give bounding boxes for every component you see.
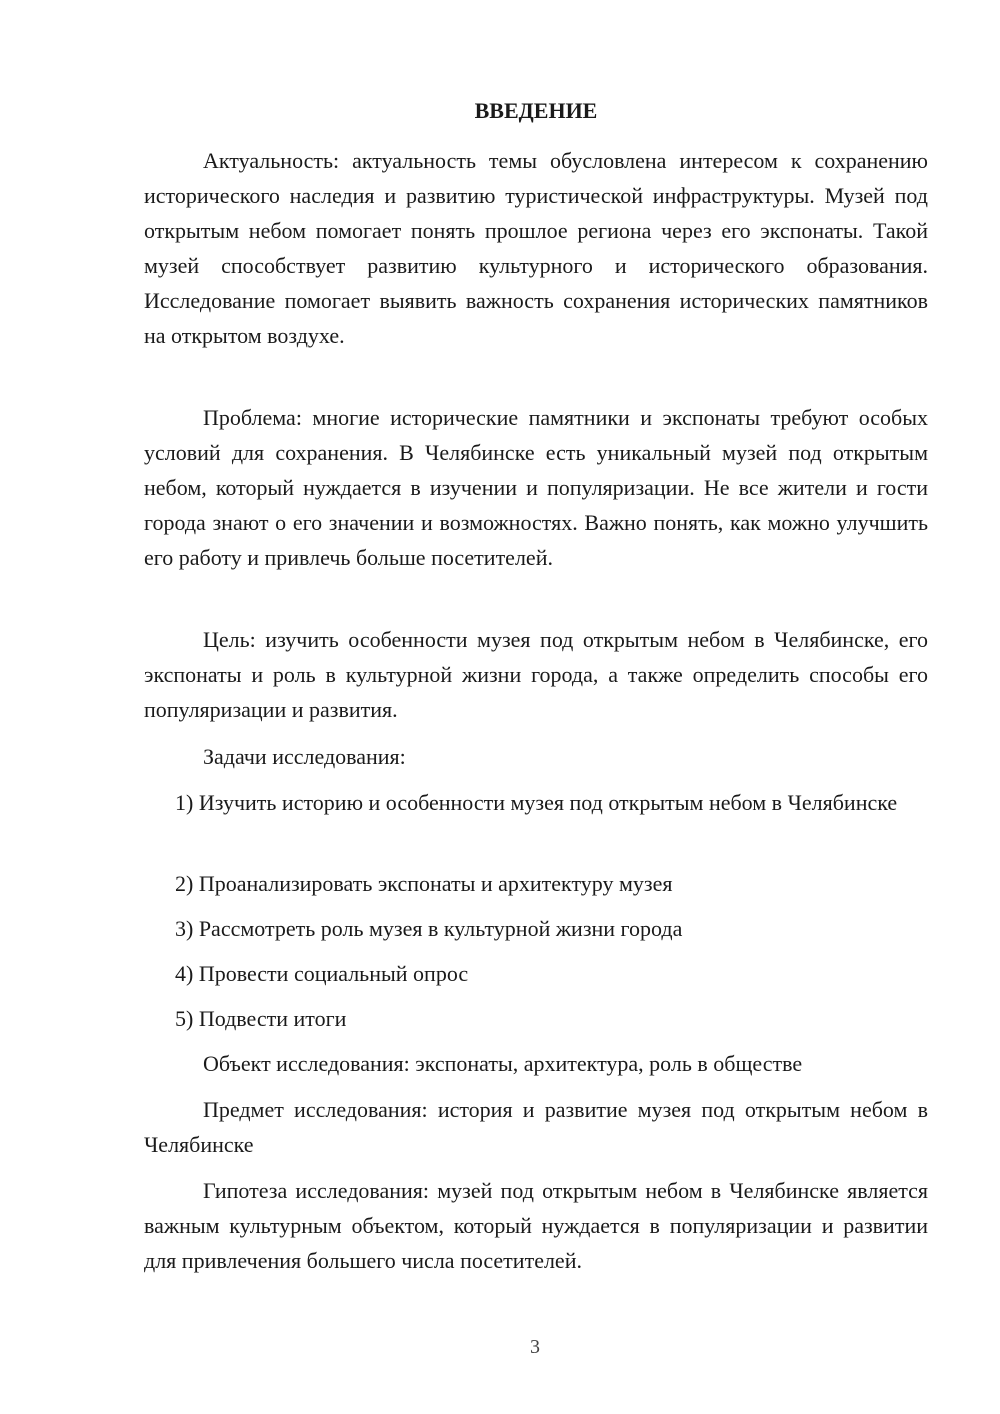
task-item: 3) Рассмотреть роль музея в культурной жизни города <box>175 916 683 941</box>
task-item: 1) Изучить историю и особенности музея под открытым небом в Челябинске <box>175 790 898 815</box>
paragraph-object: Объект исследования: экспонаты, архитектура, роль в обществе <box>203 1051 803 1076</box>
paragraph-relevance: Актуальность: актуальность темы обусловлена интересом к сохранению исторического наследия и развитию туристической инфраструктуры. Музей под открытым небом помогает понять прошлое региона через его экспонаты. Такой музей способствует развитию культурного и исторического образования. Исследование помогает выявить важность сохранения исторических памятников на открытом воздухе. <box>144 148 928 348</box>
paragraph-subject: Предмет исследования: история и развитие музея под открытым небом в Челябинске <box>144 1097 928 1157</box>
paragraph-goal: Цель: изучить особенности музея под открытым небом в Челябинске, его экспонаты и роль в культурной жизни города, а также определить способы его популяризации и развития. <box>144 627 928 722</box>
page-title: ВВЕДЕНИЕ <box>474 98 598 123</box>
paragraph-problem: Проблема: многие исторические памятники и экспонаты требуют особых условий для сохранения. В Челябинске есть уникальный музей под открытым небом, который нуждается в изучении и популяризации. Не все жители и гости города знают о его значении и возможностях. Важно понять, как можно улучшить его работу и привлечь больше посетителей. <box>144 405 928 570</box>
page-number: 3 <box>530 1336 540 1358</box>
task-item: 5) Подвести итоги <box>175 1006 347 1031</box>
task-item: 2) Проанализировать экспонаты и архитектуру музея <box>175 871 673 896</box>
paragraph-hypothesis: Гипотеза исследования: музей под открытым небом в Челябинске является важным культурным объектом, который нуждается в популяризации и развитии для привлечения большего числа посетителей. <box>144 1178 928 1273</box>
task-item: 4) Провести социальный опрос <box>175 961 469 986</box>
tasks-heading: Задачи исследования: <box>203 744 406 769</box>
